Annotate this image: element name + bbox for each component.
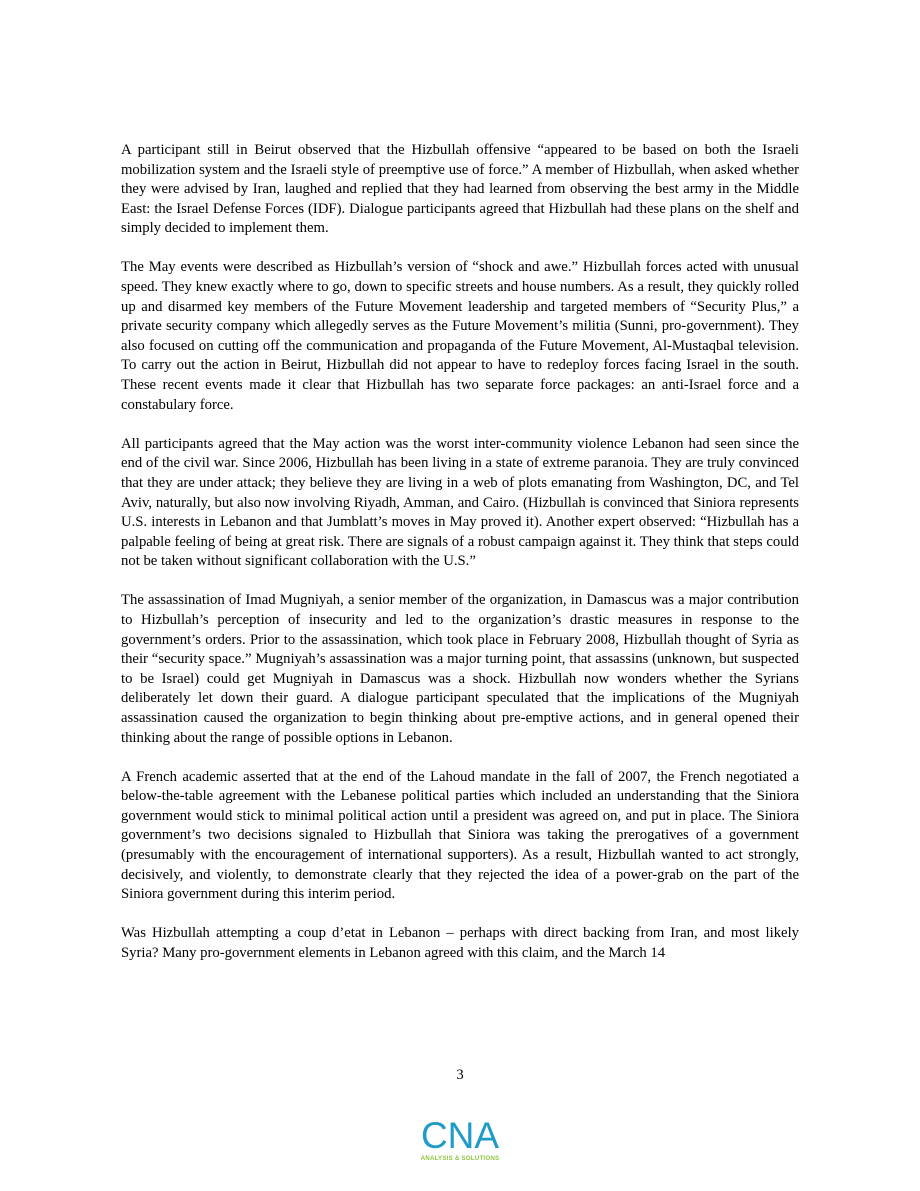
cna-logo-tagline: ANALYSIS & SOLUTIONS: [420, 1155, 500, 1162]
paragraph-mugniyah-assassination: The assassination of Imad Mugniyah, a senior member of the organization, in Damascus was a major contribution to Hizbullah’s perception of insecurity and led to the organization’s drastic measures in response to the government’s orders. Prior to the assassination, which took place in February 2008, Hizbullah thought of Syria as their “security space.” Mugniyah’s assassination was a major turning point, that assassins (unknown, but suspected to be Israel) could get Mugniyah in Damascus was a shock. Hizbullah now wonders whether the Syrians deliberately let down their guard. A dialogue participant speculated that the implications of the Mugniyah assassination caused the organization to begin thinking about pre-emptive actions, and in general opened their thinking about the range of possible options in Lebanon.: [121, 592, 799, 746]
paragraph-french-academic: A French academic asserted that at the end of the Lahoud mandate in the fall of 2007, the French negotiated a below-the-table agreement with the Lebanese political parties which included an understanding that the Siniora government would stick to minimal political action until a president was agreed on, and put in place. The Siniora government’s two decisions signaled to Hizbullah that Siniora was taking the prerogatives of a government (presumably with the encouragement of international supporters). As a result, Hizbullah wanted to act strongly, decisively, and violently, to demonstrate clearly that they rejected the idea of a power-grab on the part of the Siniora government during this interim period.: [121, 768, 799, 903]
paragraph-coup-question: Was Hizbullah attempting a coup d’etat in Lebanon – perhaps with direct backing from Iran, and most likely Syria? Many pro-government elements in Lebanon agreed with this claim, and the March 14: [121, 925, 799, 961]
cna-logo: [408, 1115, 512, 1166]
paragraph-hizbullah-offensive: A participant still in Beirut observed that the Hizbullah offensive “appeared to be based on both the Israeli mobilization system and the Israeli style of preemptive use of force.” A member of Hizbullah, when asked whether they were advised by Iran, laughed and replied that they had learned from observing the best army in the Middle East: the Israel Defense Forces (IDF). Dialogue participants agreed that Hizbullah had these plans on the shelf and simply decided to implement them.: [121, 142, 799, 237]
document-body: [121, 141, 799, 983]
page-number: 3: [456, 1067, 464, 1083]
cna-logo-letters: CNA: [420, 1115, 500, 1156]
paragraph-inter-community-violence: All participants agreed that the May action was the worst inter-community violence Lebanon had seen since the end of the civil war. Since 2006, Hizbullah has been living in a state of extreme paranoia. They are truly convinced that they are under attack; they believe they are living in a web of plots emanating from Washington, DC, and Tel Aviv, naturally, but also now involving Riyadh, Amman, and Cairo. (Hizbullah is convinced that Siniora represents U.S. interests in Lebanon and that Jumblatt’s moves in May proved it). Another expert observed: “Hizbullah has a palpable feeling of being at great risk. There are signals of a robust campaign against it. They think that steps could not be taken without significant collaboration with the U.S.”: [121, 435, 799, 570]
paragraph-may-events: The May events were described as Hizbullah’s version of “shock and awe.” Hizbullah forces acted with unusual speed. They knew exactly where to go, down to specific streets and house numbers. As a result, they quickly rolled up and disarmed key members of the Future Movement leadership and targeted members of “Security Plus,” a private security company which allegedly serves as the Future Movement’s militia (Sunni, pro-government). They also focused on cutting off the communication and propaganda of the Future Movement, Al-Mustaqbal television. To carry out the action in Beirut, Hizbullah did not appear to have to redeploy forces facing Israel in the south. These recent events made it clear that Hizbullah has two separate force packages: an anti-Israel force and a constabulary force.: [121, 259, 799, 413]
